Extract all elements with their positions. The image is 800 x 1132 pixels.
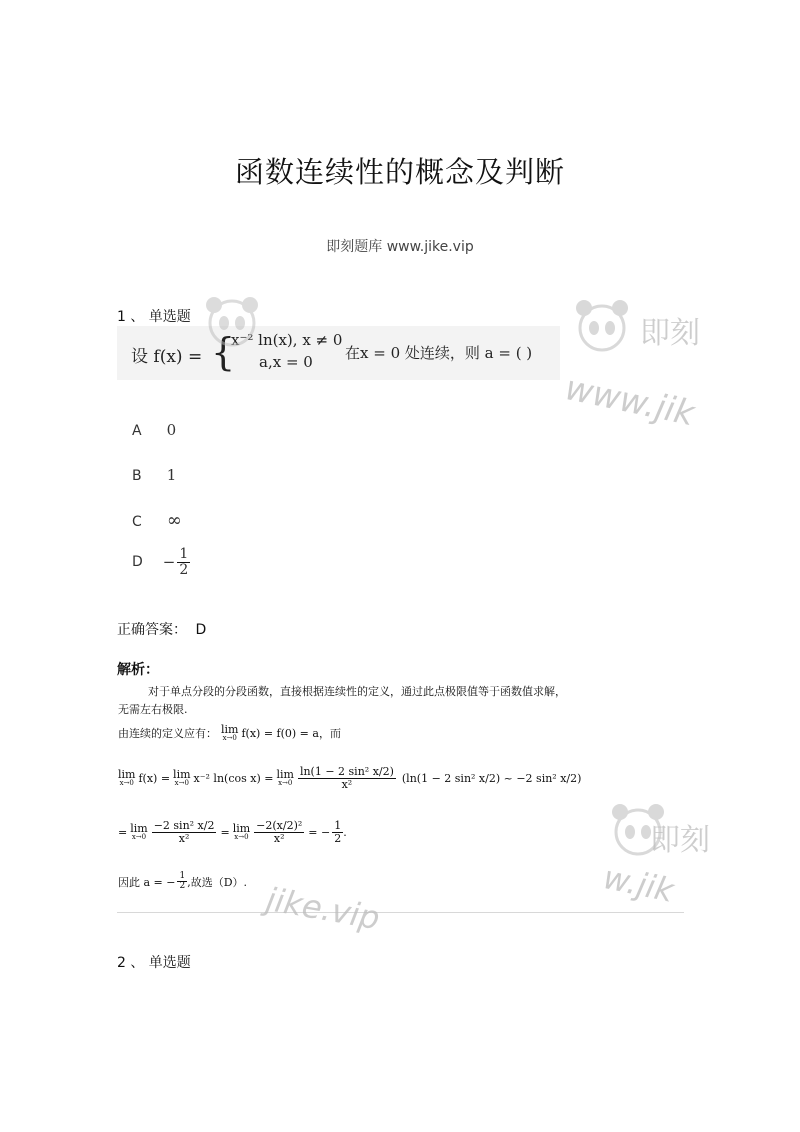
analysis-line-3 bbox=[118, 724, 341, 742]
stem-case-2: a,x = 0 bbox=[259, 353, 313, 371]
analysis-line-5: = lim x→0 $\frac{\text{−2 sin² x/2}}{\text{x²}}$ = lim x→0 $\frac{\text{−2(x/2)²}}{\text{x²}}$ = − $\frac{1}{2}$ . bbox=[118, 819, 347, 845]
analysis-label: 解析： bbox=[117, 662, 159, 678]
fraction: $\frac{\text{−2 sin² x/2}}{\text{x²}}$ bbox=[153, 819, 215, 845]
option-value-fraction bbox=[177, 547, 190, 577]
limit-operator: lim x→0 bbox=[130, 822, 148, 842]
option-value: ∞ bbox=[166, 510, 182, 531]
option-letter: D bbox=[132, 554, 143, 571]
option-letter: A bbox=[132, 423, 142, 439]
analysis-line-4: lim x→0 f(x) = lim x→0 x⁻² ln(cos x) = lim x→0 $\frac{\text{ln(1 − 2 sin² x/2)}}{\text{x²}}$ (ln(1 − 2 sin² x/2) ~ −2 sin² x/2) bbox=[118, 765, 582, 791]
option-value-sign: − bbox=[162, 553, 176, 572]
stem-case-1: x⁻² ln(x), x ≠ 0 bbox=[231, 331, 343, 349]
panda-watermark-icon bbox=[200, 293, 264, 349]
option-b[interactable] bbox=[132, 465, 176, 484]
page-subtitle: 即刻题库 www.jike.vip bbox=[326, 239, 474, 255]
line3-prefix: 由连续的定义应有： bbox=[118, 727, 217, 740]
question-1-stem bbox=[117, 326, 560, 380]
fraction-numerator: 1 bbox=[179, 546, 189, 562]
option-d[interactable] bbox=[132, 547, 190, 577]
analysis-line-2: 无需左右极限. bbox=[118, 703, 188, 716]
stem-middle: 在x = 0 处连续，则 a = ( ) bbox=[345, 344, 533, 362]
fraction: $\frac{1}{2}$ bbox=[334, 819, 342, 845]
page-title: 函数连续性的概念及判断 bbox=[234, 155, 565, 189]
option-a[interactable] bbox=[132, 420, 176, 439]
limit-operator: lim x→0 bbox=[276, 768, 294, 788]
fraction: $\frac{\text{ln(1 − 2 sin² x/2)}}{\text{x²}}$ bbox=[299, 765, 394, 791]
line3-formula: f(x) = f(0) = a bbox=[241, 726, 319, 740]
watermark-url: www.jik bbox=[561, 368, 698, 435]
option-value: 1 bbox=[166, 466, 177, 484]
limit-operator: lim x→0 bbox=[173, 768, 191, 788]
question-1-number: 1 、 单选题 bbox=[117, 309, 191, 325]
divider bbox=[117, 912, 684, 913]
answer-value: D bbox=[195, 622, 207, 638]
limit-operator: lim x→0 bbox=[118, 768, 136, 788]
watermark-brand: 即刻 bbox=[650, 823, 710, 858]
option-letter: B bbox=[132, 468, 142, 484]
analysis-line-1: 对于单点分段的分段函数，直接根据连续性的定义，通过此点极限值等于函数值求解， bbox=[148, 685, 566, 698]
option-c[interactable] bbox=[132, 510, 182, 531]
line3-suffix: ，而 bbox=[318, 727, 341, 740]
question-2-number: 2 、 单选题 bbox=[117, 955, 191, 971]
brace-icon: { bbox=[211, 330, 236, 374]
fraction-denominator: 2 bbox=[179, 561, 189, 578]
answer-label: 正确答案： bbox=[117, 622, 187, 638]
limit-operator: lim x→0 bbox=[221, 723, 239, 742]
fraction: $\frac{1}{2}$ bbox=[179, 871, 186, 892]
option-letter: C bbox=[132, 514, 142, 530]
analysis-line-6: 因此 a = − $\frac{1}{2}$ ,故选（D）. bbox=[118, 871, 248, 892]
panda-watermark-icon bbox=[572, 296, 632, 358]
option-value: 0 bbox=[166, 421, 177, 439]
watermark-brand: 即刻 bbox=[640, 316, 700, 351]
watermark-url: w.jik bbox=[600, 858, 678, 910]
fraction: $\frac{\text{−2(x/2)²}}{\text{x²}}$ bbox=[256, 819, 303, 845]
watermark-url: jike.vip bbox=[263, 880, 383, 938]
correct-answer bbox=[117, 619, 206, 639]
stem-prefix: 设 f(x) = bbox=[131, 347, 203, 367]
limit-operator: lim x→0 bbox=[232, 822, 251, 842]
